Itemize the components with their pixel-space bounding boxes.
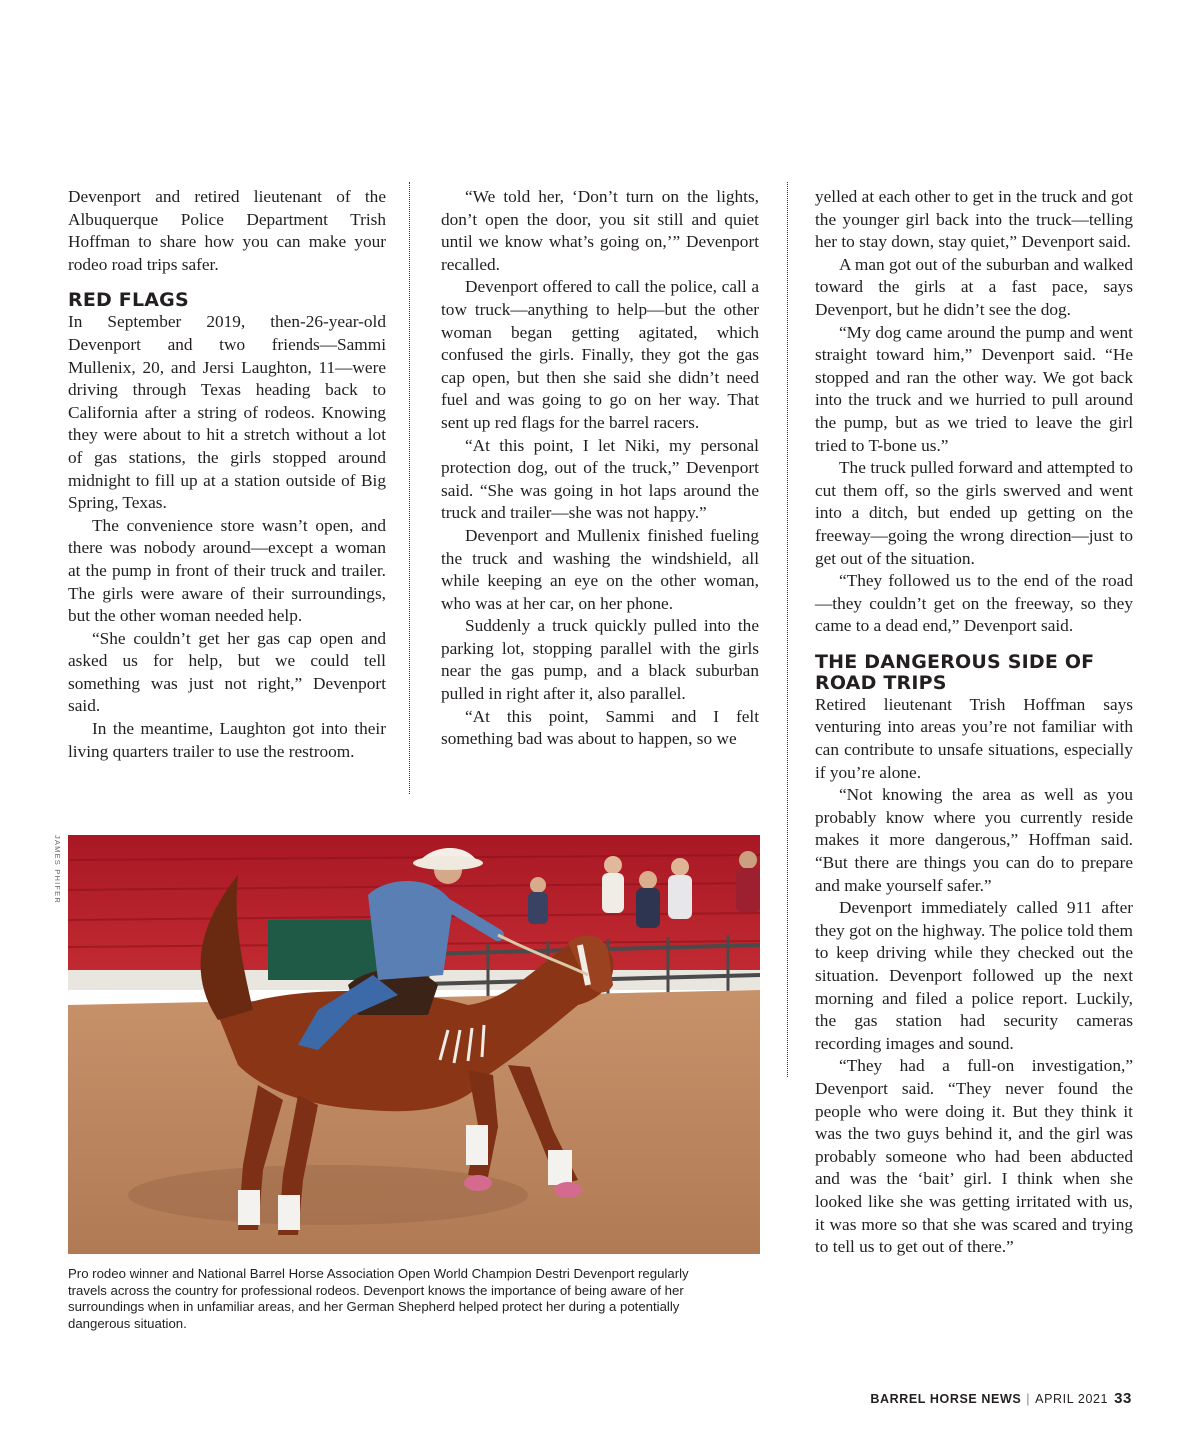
paragraph: Devenport and Mullenix finished fueling the truck and washing the windshield, all while keeping an eye on the other woman, who was at her car, on her phone. <box>441 525 759 613</box>
paragraph: “They followed us to the end of the road—they couldn’t get on the freeway, so they came to a dead end,” Devenport said. <box>815 571 1133 636</box>
paragraph: In the meantime, Laughton got into their living quarters trailer to use the restroom. <box>68 719 386 761</box>
article-column-1 <box>68 186 386 763</box>
paragraph: yelled at each other to get in the truck and got the younger girl back into the truck—telling her to stay down, stay quiet,” Devenport said. <box>815 187 1133 252</box>
page-number: 33 <box>1114 1390 1132 1407</box>
page-footer <box>870 1390 1132 1407</box>
paragraph: “We told her, ‘Don’t turn on the lights, don’t open the door, you sit still and quiet until we know what’s going on,’” Devenport recalled. <box>441 187 759 274</box>
photo-credit: JAMES PHIFER <box>53 835 62 904</box>
article-column-3 <box>815 186 1133 1259</box>
photo-caption: Pro rodeo winner and National Barrel Horse Association Open World Champion Destri Devenport regularly travels across the country for professional rodeos. Devenport knows the importance of being aware of her surroundings when in unfamiliar areas, and her German Shepherd helped protect her during a potentially dangerous situation. <box>68 1266 689 1331</box>
paragraph: The truck pulled forward and attempted to cut them off, so the girls swerved and went into a ditch, but ended up getting on the freeway—going the wrong direction—just to get out of the situation. <box>815 458 1133 568</box>
paragraph: Devenport immediately called 911 after they got on the highway. The police told them to keep driving while they checked out the situation. Devenport followed up the next morning and filed a police report. Luckily, the gas station had security cameras recording images and sound. <box>815 898 1133 1053</box>
paragraph: Retired lieutenant Trish Hoffman says venturing into areas you’re not familiar with can contribute to unsafe situations, especially if you’re alone. <box>815 694 1133 782</box>
paragraph: “She couldn’t get her gas cap open and asked us for help, but we could tell something was just not right,” Devenport said. <box>68 628 386 716</box>
paragraph: “Not knowing the area as well as you probably know where you currently reside makes it more dangerous,” Hoffman said. “But there are things you can do to prepare and make yourself safer.” <box>815 785 1133 895</box>
section-heading: RED FLAGS <box>68 289 189 312</box>
paragraph: The convenience store wasn’t open, and there was nobody around—except a woman at the pump in front of their truck and trailer. The girls were aware of their surroundings, but the other woman needed help. <box>68 515 386 626</box>
paragraph: Devenport and retired lieutenant of the Albuquerque Police Department Trish Hoffman to share how you can make your rodeo road trips safer. <box>68 187 386 274</box>
article-column-2 <box>441 186 759 751</box>
paragraph: “At this point, Sammi and I felt something bad was about to happen, so we <box>441 706 759 749</box>
paragraph: Devenport offered to call the police, call a tow truck—anything to help—but the other woman began getting agitated, which confused the girls. Finally, they got the gas cap open, but then she said she didn’t need fuel and was going to go on her way. That sent up red flags for the barrel racers. <box>441 277 759 432</box>
column-divider <box>787 182 788 1077</box>
paragraph: Suddenly a truck quickly pulled into the parking lot, stopping parallel with the girls near the gas pump, and a black suburban pulled in right after it, also parallel. <box>441 616 759 704</box>
paragraph: “They had a full-on investigation,” Devenport said. “They never found the people who were doing it. But they think it was the two guys behind it, and the girl was probably someone who had been abducted and was the ‘bait’ girl. I think when she looked like she was getting irritated with us, it was more so that she was scared and trying to tell us to get out of there.” <box>815 1056 1133 1257</box>
paragraph: “My dog came around the pump and went straight toward him,” Devenport said. “He stopped and ran the other way. We got back into the truck and we hurried to pull around the pump, but as we tried to leave the girl tried to T-bone us.” <box>815 322 1133 455</box>
section-heading: THE DANGEROUS SIDE OF ROAD TRIPS <box>815 650 1095 694</box>
paragraph: “At this point, I let Niki, my personal protection dog, out of the truck,” Devenport said. “She was going in hot laps around the truck and trailer—she was not happy.” <box>441 435 759 523</box>
footer-separator: | <box>1026 1392 1031 1406</box>
column-divider <box>409 182 410 794</box>
paragraph: In September 2019, then-26-year-old Devenport and two friends—Sammi Mullenix, 20, and Jersi Laughton, 11—were driving through Texas heading back to California after a string of rodeos. Knowing they were about to hit a stretch without a lot of gas stations, the girls stopped around midnight to fill up at a station outside of Big Spring, Texas. <box>68 312 386 513</box>
issue-date: APRIL 2021 <box>1035 1392 1109 1406</box>
paragraph: A man got out of the suburban and walked toward the girls at a fast pace, says Devenport, but he didn’t see the dog. <box>815 254 1133 319</box>
rodeo-photo <box>68 835 760 1254</box>
publication-name: BARREL HORSE NEWS <box>870 1392 1022 1406</box>
